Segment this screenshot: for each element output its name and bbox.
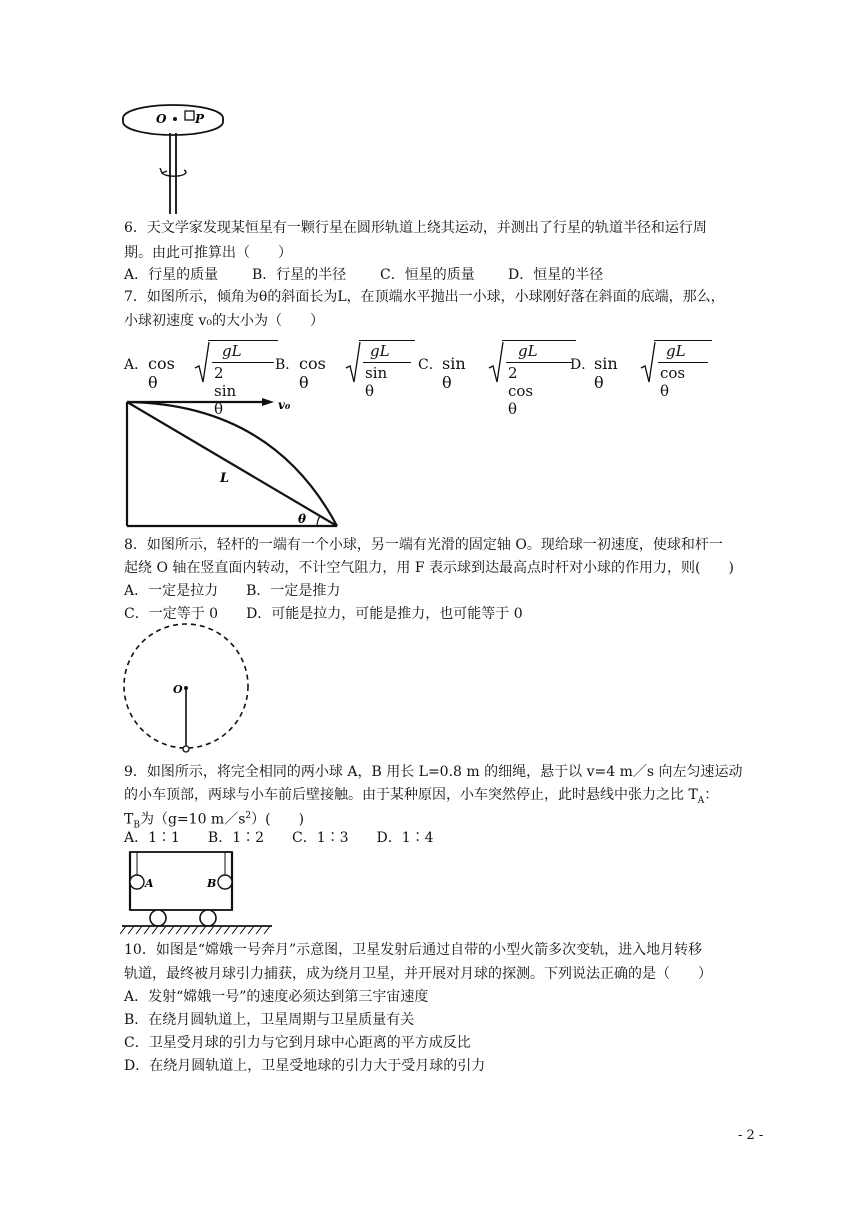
page-number: - 2 - bbox=[738, 1128, 764, 1143]
q8-text-line-2: 起绕 O 轴在竖直面内转动，不计空气阻力，用 F 表示球到达最高点时杆对小球的作用力，则( ) bbox=[124, 560, 734, 576]
q10-option-b: B．在绕月圆轨道上，卫星周期与卫星质量有关 bbox=[124, 1012, 415, 1028]
q8-options-line-1: A．一定是拉力 B．一定是推力 bbox=[124, 583, 341, 599]
q6-option-d: D．恒星的半径 bbox=[508, 267, 604, 283]
q7-option-d-letter: D． bbox=[570, 357, 596, 373]
q9-sub-b: B bbox=[133, 820, 140, 831]
q7-option-b-trig: cos θ bbox=[299, 354, 326, 392]
q9-line-3-end: ）( ) bbox=[251, 811, 305, 828]
q7-option-b-denominator: sin θ bbox=[365, 364, 388, 400]
q7-option-d-denominator: cos θ bbox=[660, 364, 686, 400]
turntable-figure bbox=[118, 100, 228, 220]
incline-figure bbox=[122, 394, 346, 530]
q9-line-2-text: 的小车顶部，两球与小车前后壁接触。由于某种原因，小车突然停止，此时悬线中张力之比 T bbox=[124, 787, 698, 803]
incline-label-theta: θ bbox=[298, 512, 307, 526]
q9-text-line-1: 9．如图所示，将完全相同的两小球 A，B 用长 L=0.8 m 的细绳，悬于以 v=4 m／s 向左匀速运动 bbox=[124, 764, 743, 780]
q7-option-c-numerator: gL bbox=[518, 342, 538, 360]
q7-option-a-trig: cos θ bbox=[148, 354, 175, 392]
q9-sub-a: A bbox=[697, 795, 705, 806]
q6-option-b: B．行星的半径 bbox=[252, 267, 347, 283]
q7-option-c-letter: C． bbox=[418, 357, 443, 373]
q7-option-a-denominator: 2 sin θ bbox=[214, 364, 237, 418]
q9-line-3-mid: 为（g=10 m／s bbox=[139, 811, 246, 828]
cart-label-a: A bbox=[145, 877, 154, 890]
q7-option-d-trig: sin θ bbox=[594, 354, 618, 392]
q9-line-2-end: ： bbox=[704, 787, 719, 803]
q8-text-line-1: 8．如图所示，轻杆的一端有一个小球，另一端有光滑的固定轴 O。现给球一初速度，使球和杆一 bbox=[124, 537, 723, 553]
q6-text-line-2: 期。由此可推算出（ ） bbox=[124, 245, 292, 261]
q7-option-b-numerator: gL bbox=[370, 342, 390, 360]
q6-option-a: A．行星的质量 bbox=[124, 267, 219, 283]
q9-line-3-t: T bbox=[124, 811, 134, 828]
turntable-label-o: O bbox=[156, 112, 167, 126]
q10-option-a: A．发射“嫦娥一号”的速度必须达到第三宇宙速度 bbox=[124, 989, 429, 1005]
q7-text-line-2: 小球初速度 v₀的大小为（ ） bbox=[124, 313, 324, 329]
q6-option-c: C．恒星的质量 bbox=[380, 267, 475, 283]
q7-option-c-denominator: 2 cos θ bbox=[508, 364, 534, 418]
q7-option-a-numerator: gL bbox=[222, 342, 242, 360]
cart-label-b: B bbox=[207, 877, 217, 890]
incline-label-v0: v₀ bbox=[278, 398, 291, 412]
q10-option-d: D．在绕月圆轨道上，卫星受地球的引力大于受月球的引力 bbox=[124, 1058, 486, 1074]
cart-figure bbox=[120, 848, 276, 936]
q9-sup-2: 2 bbox=[245, 811, 252, 821]
q10-option-c: C．卫星受月球的引力与它到月球中心距离的平方成反比 bbox=[124, 1035, 471, 1051]
q7-option-d-numerator: gL bbox=[666, 342, 686, 360]
q7-option-a-letter: A． bbox=[124, 357, 149, 373]
q7-option-b-letter: B． bbox=[275, 357, 300, 373]
q7-text-line-1: 7．如图所示，倾角为θ的斜面长为L，在顶端水平抛出一小球，小球刚好落在斜面的底端，那么， bbox=[124, 289, 725, 305]
q9-options: A．1∶1 B．1∶2 C．1∶3 D．1∶4 bbox=[124, 830, 434, 846]
incline-label-l: L bbox=[220, 471, 230, 486]
q7-option-c-trig: sin θ bbox=[442, 354, 466, 392]
q6-text-line-1: 6．天文学家发现某恒星有一颗行星在圆形轨道上绕其运动，并测出了行星的轨道半径和运行周 bbox=[124, 220, 707, 236]
rod-label-o: O bbox=[173, 683, 183, 696]
rod-circle-figure bbox=[120, 622, 252, 754]
q8-options-line-2: C．一定等于 0 D．可能是拉力，可能是推力，也可能等于 0 bbox=[124, 606, 523, 622]
q10-text-line-1: 10．如图是“嫦娥一号奔月”示意图，卫星发射后通过自带的小型火箭多次变轨，进入地月转移 bbox=[124, 942, 703, 958]
q10-text-line-2: 轨道，最终被月球引力捕获，成为绕月卫星，并开展对月球的探测。下列说法正确的是（ ） bbox=[124, 966, 712, 982]
turntable-label-p: P bbox=[195, 112, 205, 126]
